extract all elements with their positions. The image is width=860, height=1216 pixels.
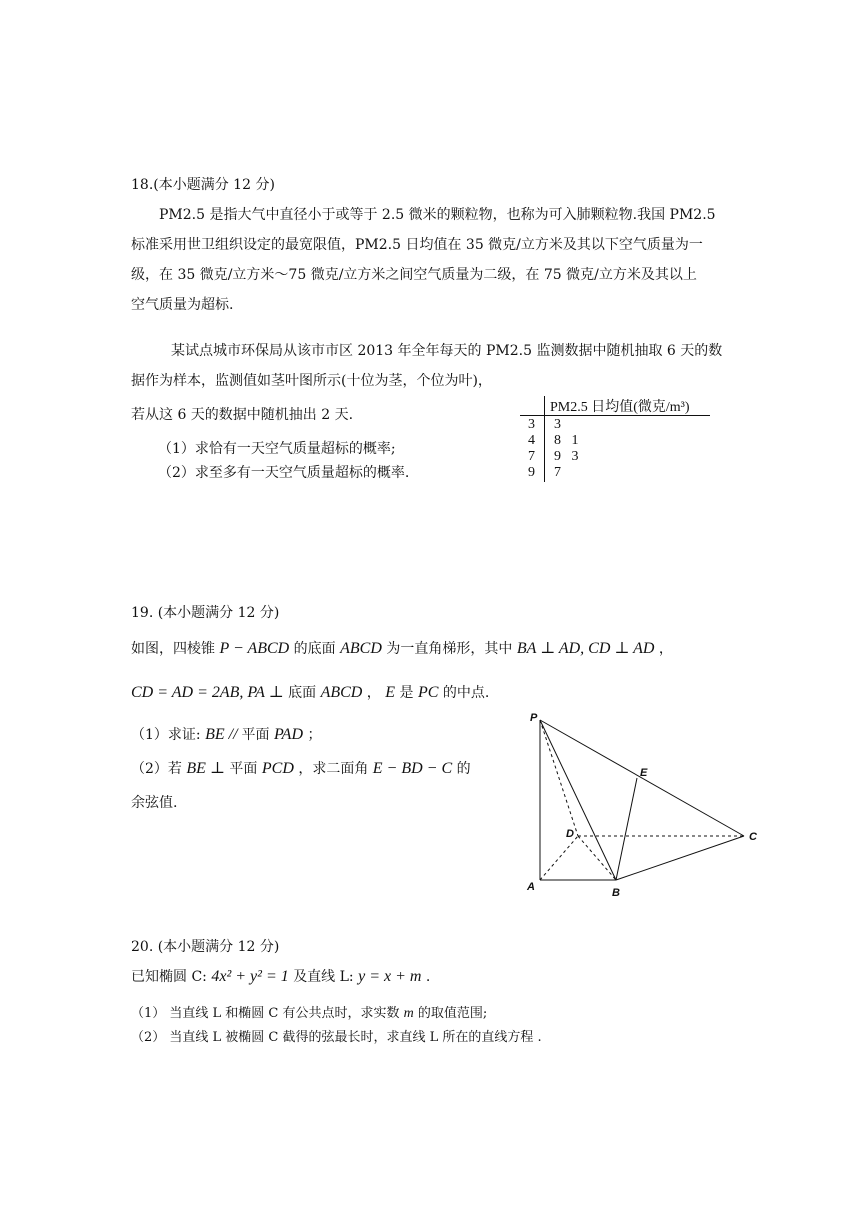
math: PCD [261,760,294,777]
text: （1）求证: [131,727,201,743]
q19-subquestion-2 [131,758,471,778]
math: BA ⊥ AD, CD ⊥ AD [516,640,655,657]
text: 是 [399,685,414,701]
edge-DB-hidden [578,836,616,880]
q18-paragraph-line: 空气质量为超标. [131,297,234,313]
vertex-label-P: P [530,712,538,724]
text: （2）若 [131,761,182,777]
text: 的底面 [293,641,336,657]
q20-header: 20. (本小题满分 12 分) [131,939,280,955]
q18-paragraph-line: PM2.5 是指大气中直径小于或等于 2.5 微米的颗粒物，也称为可入肺颗粒物.我国 PM2.5 [159,207,716,223]
text: 的取值范围; [417,1006,488,1021]
q18-paragraph-line: 若从这 6 天的数据中随机抽出 2 天. [131,407,354,423]
leaf-values: 3 [554,417,561,432]
stem-value: 9 [528,465,535,480]
text: ， [366,685,381,701]
stem-value: 4 [528,433,535,448]
math: PC [417,684,439,701]
text: 已知椭圆 C: [131,969,207,985]
edge-BC [616,836,744,880]
text: 平面 [229,761,258,777]
leaf-values: 9 3 [554,449,579,464]
math: E − BD − C [372,760,453,777]
math: P − ABCD [219,640,290,657]
q19-subquestion-1 [131,724,321,744]
q18-paragraph-line: 标准采用世卫组织设定的最宽限值，PM2.5 日均值在 35 微克/立方米及其以下空气质量为一 [131,237,703,253]
q20-line-1 [131,966,430,986]
vertex-label-A: A [527,881,535,893]
q19-line-2 [131,682,489,702]
edge-PB [540,720,616,880]
stem-leaf-table [520,396,710,482]
math: m [403,1006,414,1021]
edge-AD-hidden [540,836,578,880]
text: 如图，四棱锥 [131,641,215,657]
text: 平面 [241,727,270,743]
text: 底面 [288,685,317,701]
math: ABCD [320,684,363,701]
math: y = x + m [358,968,422,985]
vertex-label-B: B [612,887,620,899]
vertex-label-D: D [566,828,574,840]
text: ， [658,641,673,657]
text: 的 [456,761,471,777]
q18-paragraph-line: 级，在 35 微克/立方米～75 微克/立方米之间空气质量为二级，在 75 微克/立方米及其以上 [131,267,697,283]
vertex-label-C: C [749,831,757,843]
text: ，求二面角 [298,761,369,777]
stem-leaf-header: PM2.5 日均值(微克/m³) [550,400,690,415]
pyramid-figure [522,708,767,904]
q18-header: 18.(本小题满分 12 分) [131,177,275,193]
text: . [425,969,431,985]
math: E [385,684,396,701]
q18-subquestion-1: （1）求恰有一天空气质量超标的概率; [158,441,396,457]
q19-subquestion-2-cont: 余弦值. [131,795,178,811]
text: 的中点. [442,685,490,701]
q19-header: 19. (本小题满分 12 分) [131,605,280,621]
stem-value: 3 [528,417,535,432]
leaf-values: 7 [554,465,561,480]
math: PAD [273,726,304,743]
edge-PD-hidden [540,720,578,836]
q20-subquestion-2: （2） 当直线 L 被椭圆 C 截得的弦最长时，求直线 L 所在的直线方程 . [131,1030,542,1045]
math: BE // [205,726,242,743]
vertex-label-E: E [640,767,648,779]
math: CD = AD = 2AB, PA ⊥ [131,684,284,701]
text: ； [307,727,322,743]
leaf-values: 8 1 [554,433,579,448]
stem-divider [544,396,545,482]
math: BE ⊥ [186,760,225,777]
q18-paragraph-line: 某试点城市环保局从该市市区 2013 年全年每天的 PM2.5 监测数据中随机抽取 6 天的数 [171,343,723,359]
text: 及直线 L: [293,969,354,985]
q20-subquestion-1 [131,1002,487,1022]
math: 4x² + y² = 1 [211,968,289,985]
q19-line-1 [131,638,673,658]
math: ABCD [340,640,382,657]
segment-BE [616,778,637,880]
text: 为一直角梯形，其中 [386,641,513,657]
q18-paragraph-line: 据作为样本，监测值如茎叶图所示(十位为茎，个位为叶)， [131,373,492,389]
stem-value: 7 [528,449,535,464]
text: （1） 当直线 L 和椭圆 C 有公共点时，求实数 [131,1006,400,1021]
q18-subquestion-2: （2）求至多有一天空气质量超标的概率. [158,465,410,481]
